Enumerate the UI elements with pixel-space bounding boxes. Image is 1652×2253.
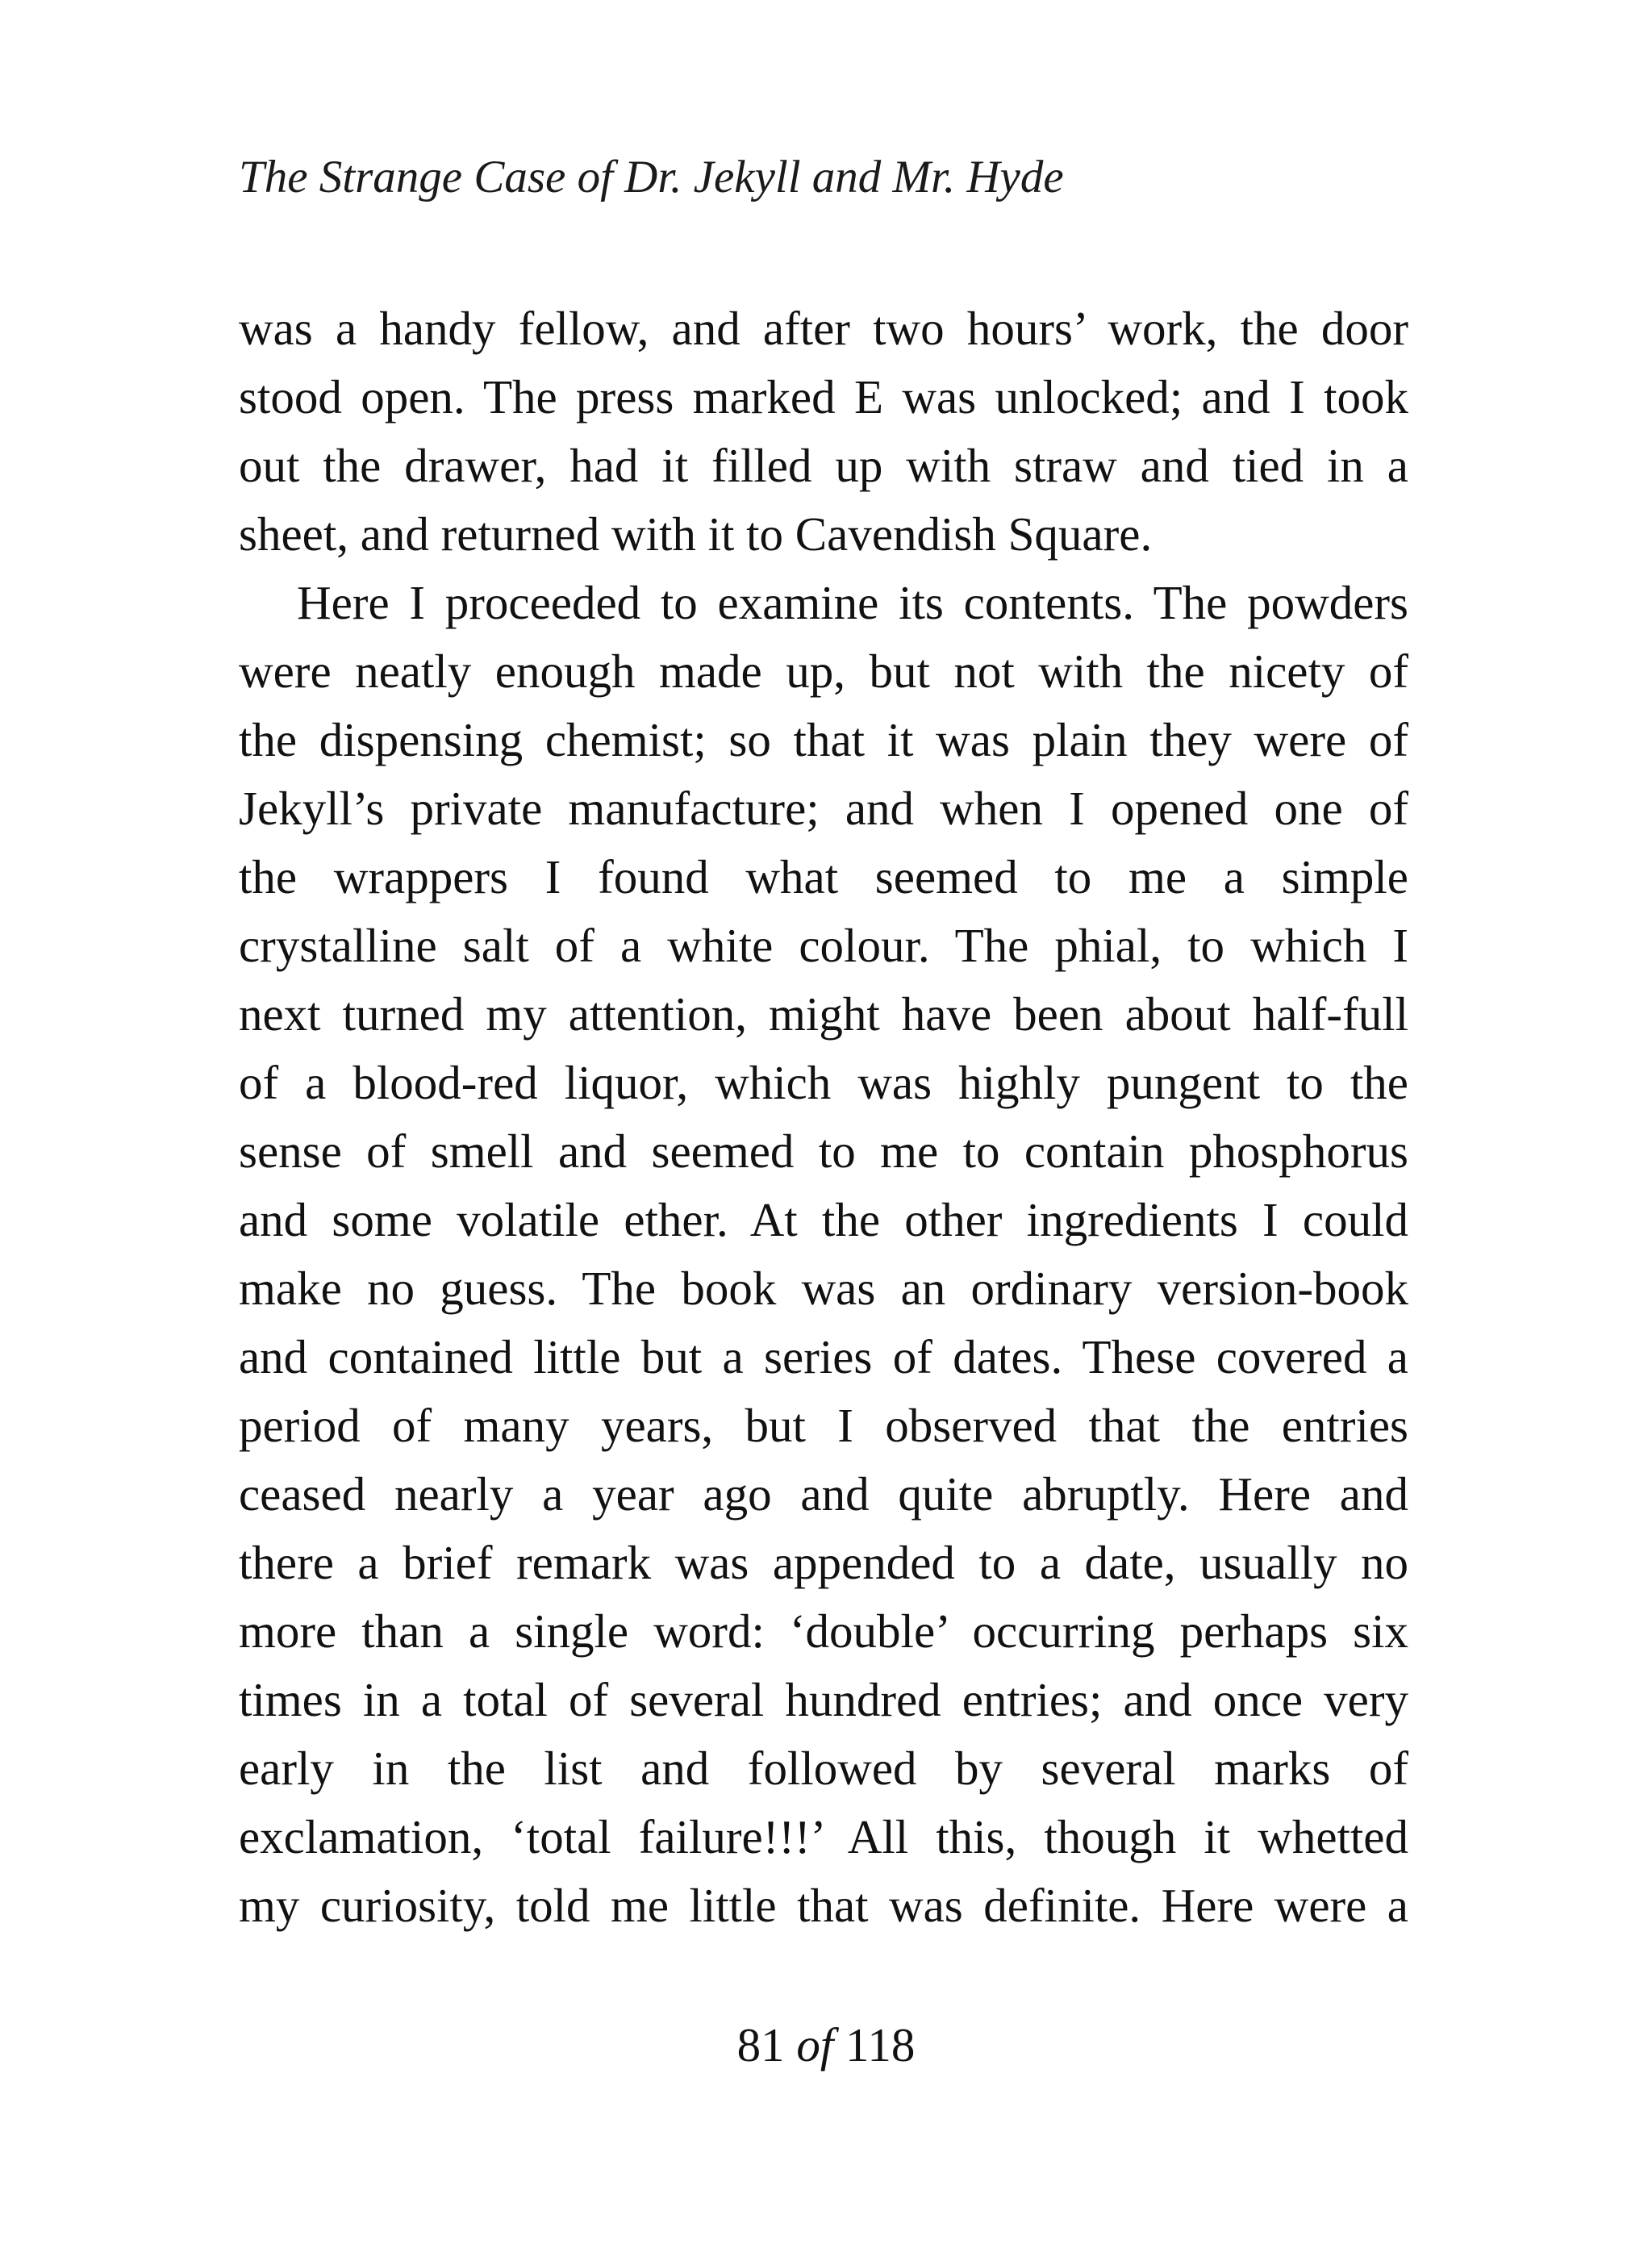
text-line: more than a single word: ‘double’ occurring perhaps six — [239, 1604, 1408, 1658]
text-line: were neatly enough made up, but not with the nicety of — [239, 645, 1408, 698]
text-line: period of many years, but I observed that the entries — [239, 1399, 1408, 1452]
text-line: sense of smell and seemed to me to contain phosphorus — [239, 1124, 1408, 1178]
text-line: my curiosity, told me little that was definite. Here were a — [239, 1879, 1408, 1932]
text-line: stood open. The press marked E was unlocked; and I took — [239, 370, 1408, 423]
text-line: the dispensing chemist; so that it was plain they were of — [239, 713, 1408, 766]
text-line: was a handy fellow, and after two hours’ work, the door — [239, 302, 1408, 355]
text-line: crystalline salt of a white colour. The phial, to which I — [239, 919, 1408, 972]
text-line: Jekyll’s private manufacture; and when I opened one of — [239, 782, 1408, 835]
page-number — [0, 2013, 1652, 2077]
page-total: 118 — [845, 2018, 916, 2072]
text-line: out the drawer, had it filled up with straw and tied in a — [239, 439, 1408, 492]
text-line: Here I proceeded to examine its contents. The powders — [297, 576, 1408, 629]
text-line: of a blood-red liquor, which was highly pungent to the — [239, 1056, 1408, 1109]
text-line: make no guess. The book was an ordinary version-book — [239, 1262, 1408, 1315]
running-head: The Strange Case of Dr. Jekyll and Mr. Hyde — [239, 152, 1064, 202]
page-separator: of — [796, 2018, 834, 2072]
text-line: next turned my attention, might have been about half-full — [239, 987, 1408, 1041]
text-line: early in the list and followed by several marks of — [239, 1742, 1408, 1795]
text-line: sheet, and returned with it to Cavendish Square. — [239, 507, 1153, 561]
text-line: and contained little but a series of dates. These covered a — [239, 1330, 1408, 1383]
text-line: times in a total of several hundred entries; and once very — [239, 1673, 1408, 1726]
body-text — [239, 294, 1408, 1940]
text-line: and some volatile ether. At the other ingredients I could — [239, 1193, 1408, 1246]
text-line: the wrappers I found what seemed to me a simple — [239, 850, 1408, 903]
page-current: 81 — [736, 2018, 785, 2072]
text-line: there a brief remark was appended to a date, usually no — [239, 1536, 1408, 1589]
text-line: ceased nearly a year ago and quite abruptly. Here and — [239, 1467, 1408, 1521]
text-line: exclamation, ‘total failure!!!’ All this, though it whetted — [239, 1810, 1408, 1863]
